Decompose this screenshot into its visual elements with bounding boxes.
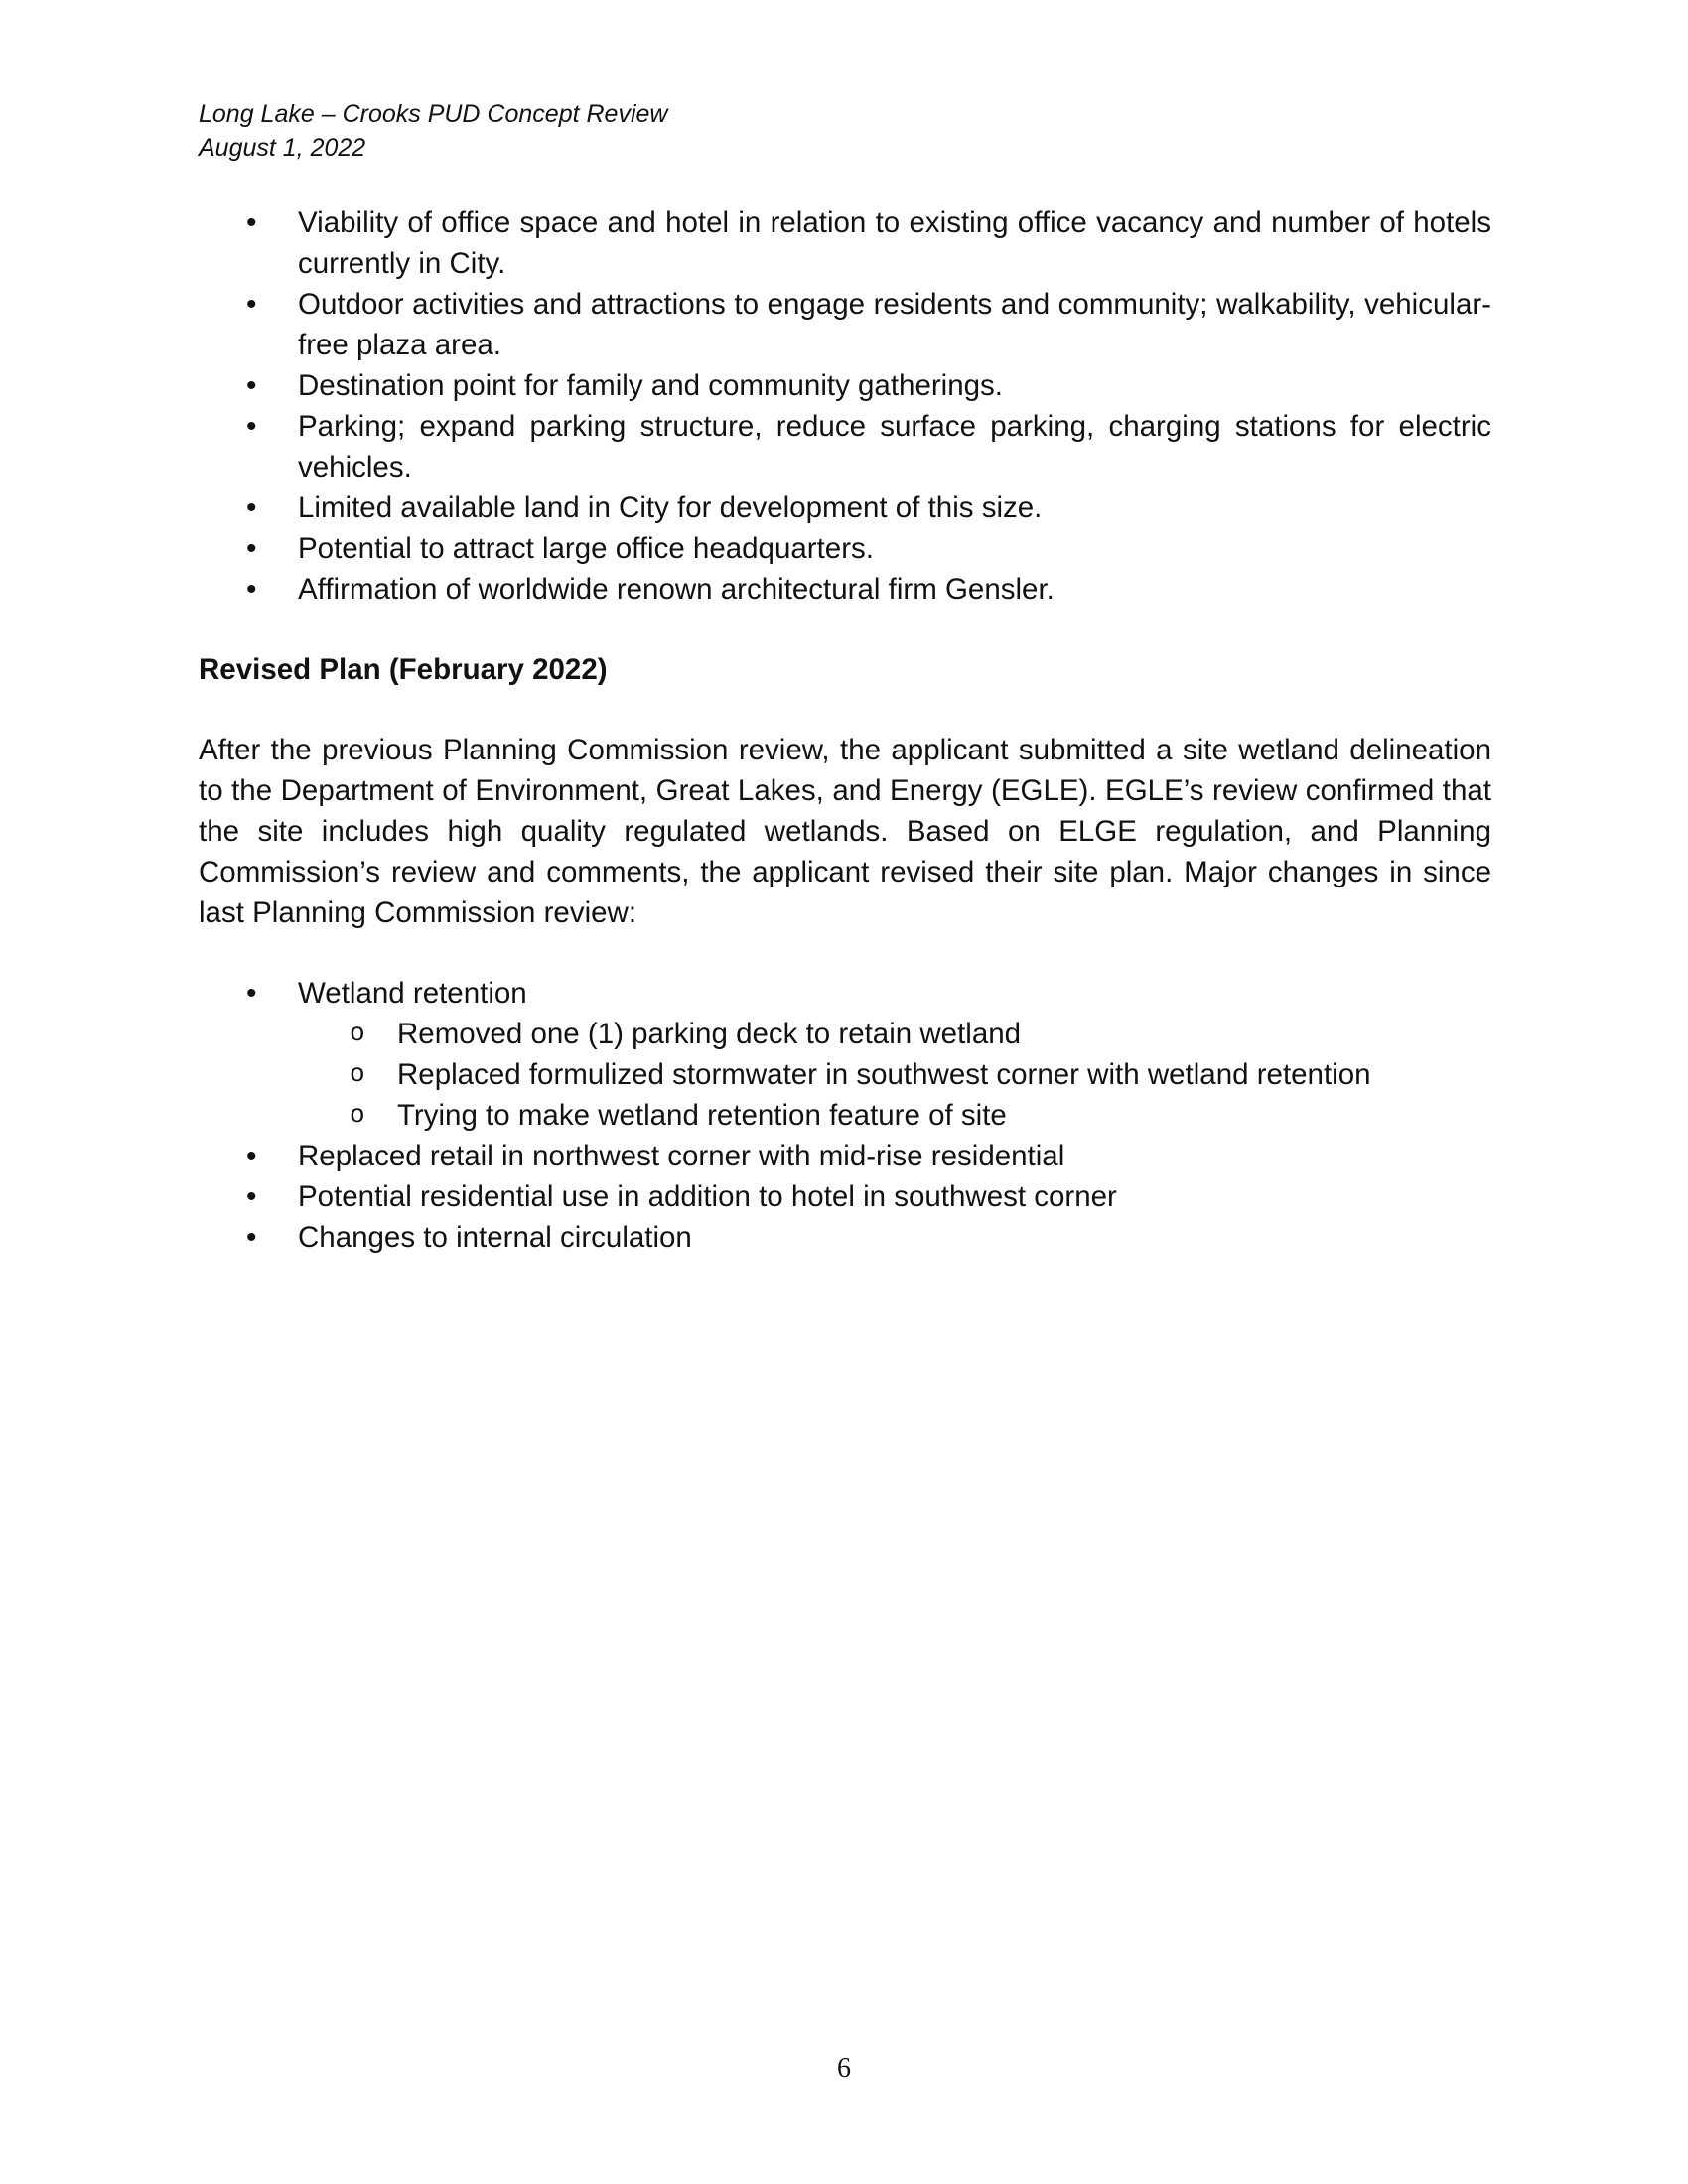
page-header <box>199 97 667 165</box>
section-heading: Revised Plan (February 2022) <box>199 653 608 686</box>
list-item: • Parking; expand parking structure, reduce surface parking, charging stations for electric vehicles. <box>199 406 1491 487</box>
section-paragraph: After the previous Planning Commission review, the applicant submitted a site wetland delineation to the Department of Environment, Great Lakes, and Energy (EGLE). EGLE’s review confirmed that the site includes high quality regulated wetlands. Based on ELGE regulation, and Planning Commission’s review and comments, the applicant revised their site plan. Major changes in since last Planning Commission review: <box>199 734 1491 929</box>
list-item: • Outdoor activities and attractions to engage residents and community; walkability, vehicular-free plaza area. <box>199 284 1491 365</box>
sub-list-item: o Removed one (1) parking deck to retain wetland <box>298 1014 1491 1054</box>
header-date: August 1, 2022 <box>199 134 366 162</box>
sub-list <box>298 1014 1491 1136</box>
list-item-label: Wetland retention <box>298 977 527 1010</box>
list-item: • Replaced retail in northwest corner with mid-rise residential <box>199 1136 1491 1176</box>
page-content <box>199 203 1491 1258</box>
considerations-list <box>199 203 1491 610</box>
list-item: • Changes to internal circulation <box>199 1217 1491 1258</box>
list-item: • Potential residential use in addition to hotel in southwest corner <box>199 1176 1491 1217</box>
list-item: • Affirmation of worldwide renown architectural firm Gensler. <box>199 569 1491 610</box>
sub-list-item: o Replaced formulized stormwater in southwest corner with wetland retention <box>298 1054 1491 1095</box>
page-number: 6 <box>837 2053 851 2084</box>
list-item: • Potential to attract large office headquarters. <box>199 528 1491 569</box>
list-item: • Destination point for family and community gatherings. <box>199 365 1491 406</box>
list-item: • Limited available land in City for development of this size. <box>199 487 1491 528</box>
header-title: Long Lake – Crooks PUD Concept Review <box>199 100 668 128</box>
changes-list <box>199 973 1491 1258</box>
list-item: • Viability of office space and hotel in relation to existing office vacancy and number of hotels currently in City. <box>199 203 1491 284</box>
sub-list-item: o Trying to make wetland retention feature of site <box>298 1095 1491 1136</box>
list-item-wetland <box>199 973 1491 1136</box>
